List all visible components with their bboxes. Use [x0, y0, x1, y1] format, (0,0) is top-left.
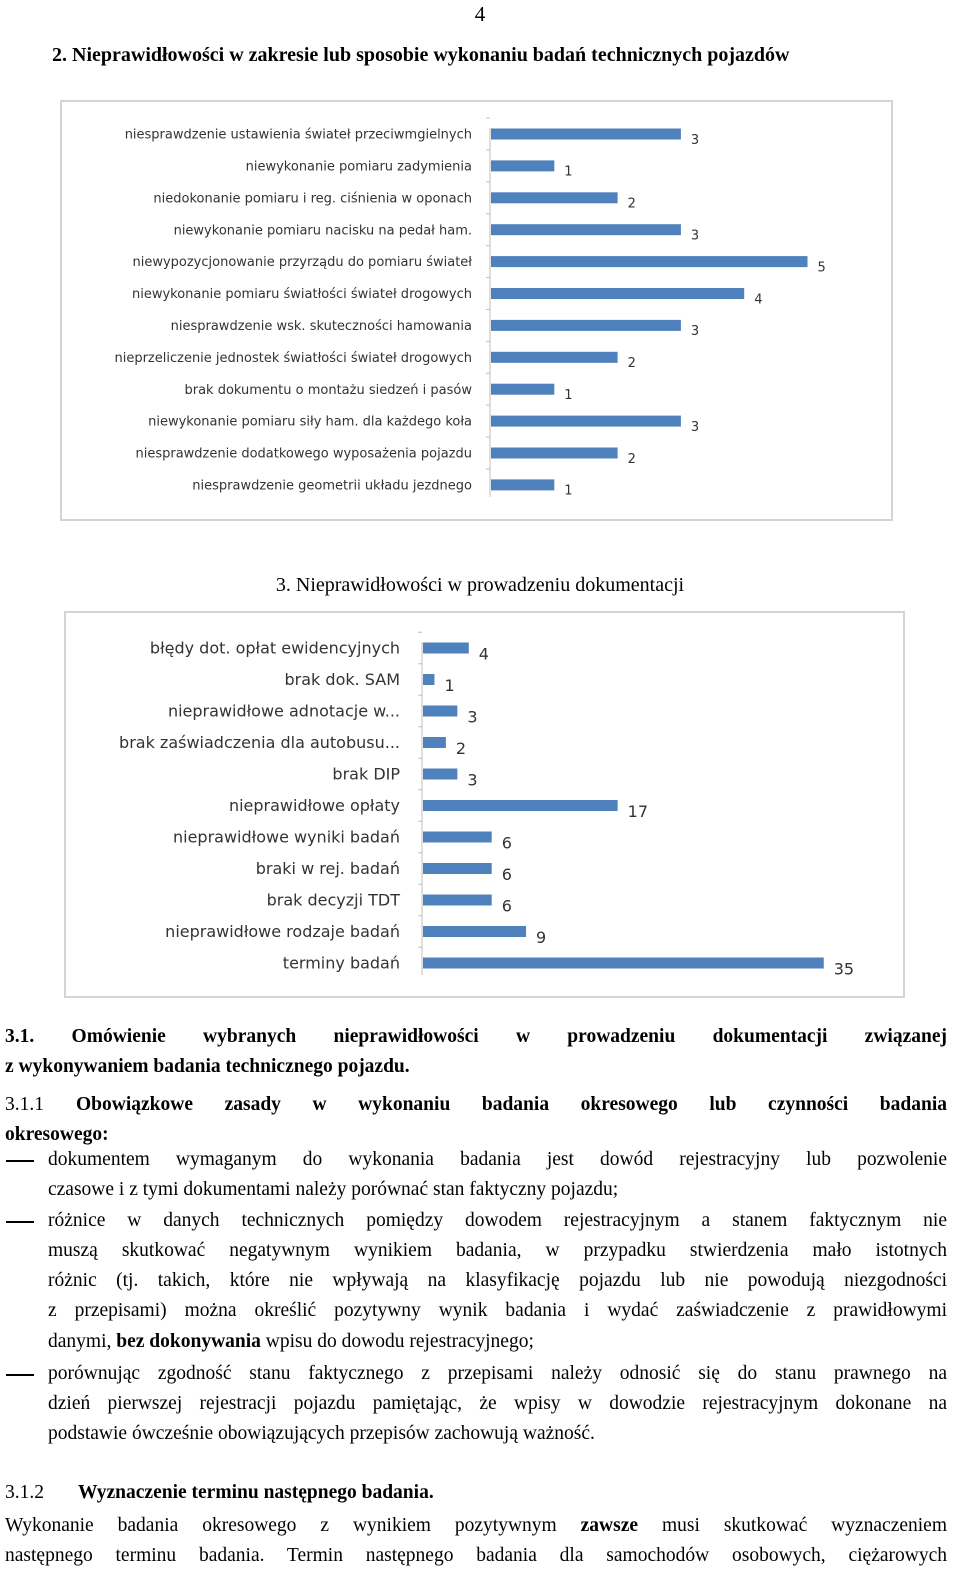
- bar: [491, 192, 618, 203]
- bar: [491, 416, 681, 427]
- data-label: 2: [627, 451, 636, 467]
- data-label: 3: [467, 770, 478, 790]
- section-3-1-heading-line1: 3.1. Omówienie wybranych nieprawidłowości w prowadzeniu dokumentacji związanej: [5, 1026, 947, 1047]
- data-label: 2: [455, 739, 467, 759]
- category-label: niesprawdzenie ustawienia świateł przeciwmgielnych: [124, 127, 472, 143]
- bar: [423, 863, 492, 874]
- section-3-heading: 3. Nieprawidłowości w prowadzeniu dokumentacji: [275, 574, 685, 596]
- bullet-2-line-5-post: wpisu do dowodu rejestracyjnego;: [260, 1331, 534, 1352]
- bar: [423, 674, 434, 685]
- section-3-1-1-number: 3.1.1: [5, 1094, 44, 1115]
- category-label: niewykonanie pomiaru światłości świateł drogowych: [131, 287, 472, 303]
- bullet-3-line-2: dzień pierwszej rejestracji pojazdu pamiętając, że wpisy w dowodzie rejestracyjnym dokonane na: [48, 1393, 947, 1414]
- data-label: 1: [444, 676, 455, 696]
- bullet-dash: [6, 1374, 34, 1376]
- data-label: 6: [501, 865, 512, 885]
- bar: [491, 256, 808, 267]
- category-label: brak dokumentu o montażu siedzeń i pasów: [184, 382, 472, 398]
- data-label: 3: [690, 228, 700, 244]
- bar: [491, 160, 554, 171]
- chart-inspection-errors: [60, 100, 893, 521]
- bar: [423, 706, 457, 717]
- data-label: 3: [690, 419, 700, 435]
- section-3-1-2-line-2: następnego terminu badania. Termin następnego badania dla samochodów osobowych, ciężarowych: [5, 1545, 947, 1566]
- data-label: 2: [627, 356, 636, 372]
- category-label: brak decyzji TDT: [266, 890, 400, 910]
- bar: [491, 352, 618, 363]
- bar: [491, 384, 554, 395]
- bullet-1-line-2: czasowe i z tymi dokumentami należy porównać stan faktyczny pojazdu;: [48, 1179, 619, 1200]
- bar: [491, 224, 681, 235]
- page-number: 4: [474, 2, 486, 26]
- data-label: 1: [564, 388, 573, 403]
- bar: [423, 832, 492, 843]
- bullet-dash: [6, 1221, 34, 1223]
- category-label: nieprzeliczenie jednostek światłości świateł drogowych: [114, 350, 472, 366]
- category-label: niesprawdzenie dodatkowego wyposażenia pojazdu: [135, 446, 472, 462]
- data-label: 17: [627, 802, 649, 822]
- bullet-1-line-1: dokumentem wymaganym do wykonania badania jest dowód rejestracyjny lub pozwolenie: [48, 1149, 947, 1170]
- data-label: 3: [690, 132, 700, 148]
- bullet-2-line-1: różnice w danych technicznych pomiędzy dowodem rejestracyjnym a stanem faktycznym nie: [48, 1210, 947, 1231]
- section-3-1-2-line-1-post: musi skutkować wyznaczeniem: [638, 1515, 947, 1536]
- bullet-2-line-5-pre: danymi,: [48, 1331, 117, 1352]
- bar: [491, 320, 681, 331]
- category-label: terminy badań: [282, 953, 400, 973]
- chart-documentation-errors-svg: [66, 613, 903, 996]
- bullet-3-line-3: podstawie ówcześnie obowiązujących przepisów zachowują ważność.: [48, 1423, 595, 1444]
- bullet-2-line-4: z przepisami) można określić pozytywny wynik badania i wydać zaświadczenie z prawidłowymi: [48, 1300, 947, 1321]
- data-label: 6: [501, 833, 512, 853]
- bar: [423, 800, 618, 811]
- data-label: 9: [536, 928, 547, 948]
- data-label: 3: [467, 707, 478, 727]
- category-label: niesprawdzenie wsk. skuteczności hamowania: [170, 318, 472, 334]
- data-label: 6: [501, 896, 512, 916]
- bar: [491, 129, 681, 140]
- section-3-1-2-line-1: [5, 1511, 947, 1542]
- section-3-1-1-title-line2: okresowego:: [5, 1124, 109, 1145]
- category-label: niesprawdzenie geometrii układu jezdnego: [192, 478, 472, 494]
- category-label: niewykonanie pomiaru nacisku na pedał ham.: [173, 223, 472, 239]
- data-label: 4: [478, 644, 489, 664]
- category-label: braki w rej. badań: [255, 859, 400, 879]
- bar: [491, 448, 618, 459]
- bullet-dash: [6, 1160, 34, 1162]
- category-label: nieprawidłowe wyniki badań: [172, 827, 400, 847]
- category-label: nieprawidłowe adnotacje w...: [167, 701, 400, 721]
- category-label: brak DIP: [332, 764, 400, 784]
- data-label: 35: [833, 959, 855, 979]
- section-3-1-2-bold-word: zawsze: [580, 1515, 639, 1536]
- category-label: niewykonanie pomiaru zadymienia: [245, 159, 472, 175]
- section-2-heading: 2. Nieprawidłowości w zakresie lub sposobie wykonaniu badań technicznych pojazdów: [52, 44, 790, 66]
- bullet-3-line-1: porównując zgodność stanu faktycznego z przepisami należy odnosić się do stanu prawnego na: [48, 1363, 947, 1384]
- category-label: brak dok. SAM: [284, 670, 400, 690]
- data-label: 2: [627, 196, 636, 212]
- section-3-1-2-title: Wyznaczenie terminu następnego badania.: [78, 1482, 434, 1503]
- bullet-2-bold-phrase: bez dokonywania: [116, 1331, 261, 1352]
- bar: [423, 737, 446, 748]
- bar: [423, 895, 492, 906]
- category-label: niewypozycjonowanie przyrządu do pomiaru świateł: [132, 255, 472, 271]
- data-label: 1: [564, 483, 573, 499]
- category-label: nieprawidłowe opłaty: [228, 796, 400, 816]
- chart-documentation-errors: [64, 611, 905, 998]
- chart-inspection-errors-svg: [62, 102, 891, 519]
- section-3-1-2-line-1-pre: Wykonanie badania okresowego z wynikiem pozytywnym: [5, 1515, 581, 1536]
- category-label: błędy dot. opłat ewidencyjnych: [149, 638, 400, 658]
- bar: [491, 288, 744, 299]
- data-label: 4: [754, 292, 763, 308]
- category-label: nieprawidłowe rodzaje badań: [165, 922, 400, 942]
- bar: [423, 958, 824, 969]
- data-label: 3: [690, 324, 700, 340]
- bullet-2-line-5: [48, 1327, 947, 1358]
- data-label: 5: [817, 260, 826, 276]
- category-label: brak zaświadczenia dla autobusu...: [119, 733, 400, 753]
- section-3-1-2-number: 3.1.2: [5, 1482, 44, 1503]
- bar: [491, 479, 554, 490]
- section-3-1-1-title-line1: Obowiązkowe zasady w wykonaniu badania okresowego lub czynności badania: [76, 1094, 947, 1115]
- bar: [423, 769, 457, 780]
- category-label: niewykonanie pomiaru siły ham. dla każdego koła: [148, 414, 472, 430]
- bullet-2-line-2: muszą skutkować negatywnym wynikiem badania, w przypadku stwierdzenia mało istotnych: [48, 1240, 947, 1261]
- data-label: 1: [564, 164, 573, 180]
- bullet-2-line-3: różnic (tj. takich, które nie wpływają na klasyfikację pojazdu lub nie powodują niezgodności: [48, 1270, 947, 1291]
- category-label: niedokonanie pomiaru i reg. ciśnienia w oponach: [153, 191, 472, 207]
- bar: [423, 643, 469, 654]
- bar: [423, 926, 526, 937]
- section-3-1-heading-line2: z wykonywaniem badania technicznego pojazdu.: [5, 1056, 410, 1077]
